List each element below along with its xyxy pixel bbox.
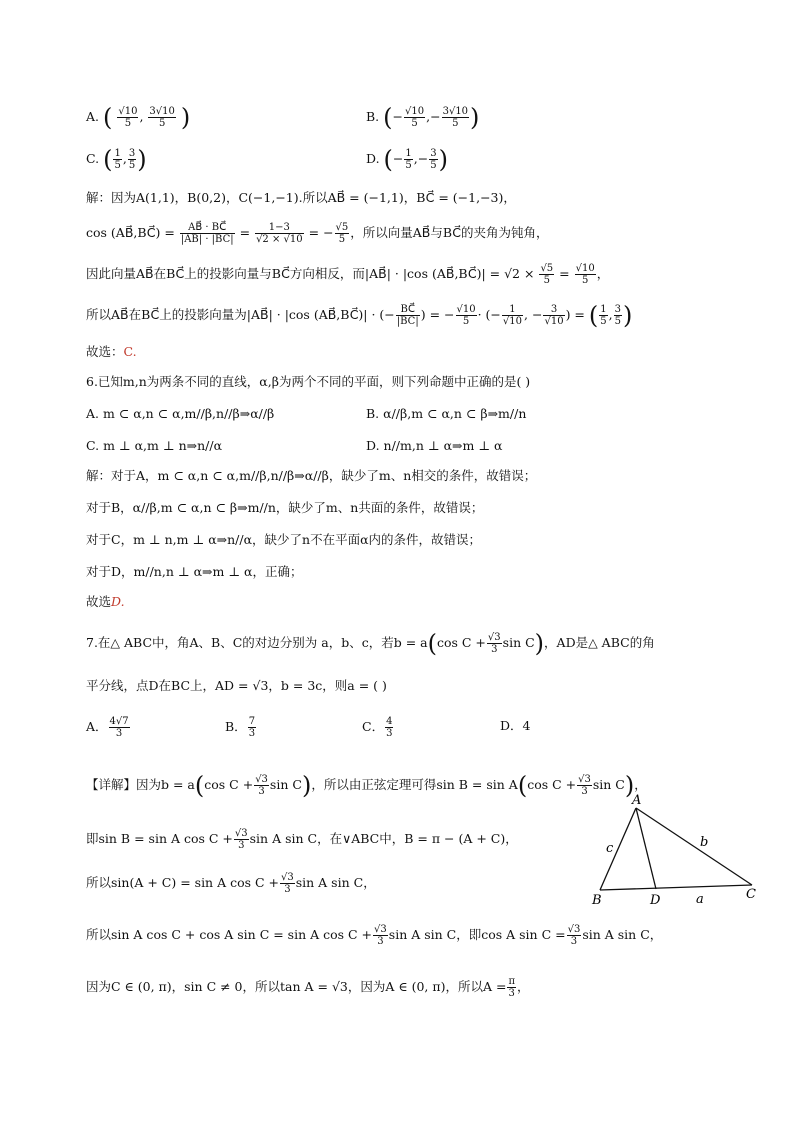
text: 故选 xyxy=(86,594,112,609)
sol5-answer xyxy=(86,342,137,362)
sol6-answer xyxy=(86,592,125,612)
text: ) = − xyxy=(420,307,455,322)
frac: $\frac{1}{5}$ xyxy=(405,148,412,171)
text: 因为C ∈ (0, π)，sin C ≠ 0，所以tan A = √3，因为A ∈ (0, π)，所以A = xyxy=(86,979,507,994)
sol6-line1: 解：对于A，m ⊂ α,n ⊂ α,m//β,n//β⇒α//β，缺少了m、n相交的条件，故错误； xyxy=(86,468,537,483)
frac: $\frac{√10}{5}$ xyxy=(575,263,595,286)
text: sin C xyxy=(592,777,625,792)
paren-open: ( xyxy=(427,629,437,658)
frac: $\frac{3}{√10}$ xyxy=(544,304,564,327)
option-d-q5: D. (− $\frac{1}{5}$ ,− $\frac{3}{5}$ ) xyxy=(366,145,448,174)
paren-close: ) xyxy=(180,103,191,132)
paren-open: ( xyxy=(383,145,393,174)
q7-option-c xyxy=(362,716,394,739)
text: = − xyxy=(308,225,334,240)
q6-stem: 6.已知m,n为两条不同的直线，α,β为两个不同的平面，则下列命题中正确的是( ) xyxy=(86,374,531,389)
option-label: B． xyxy=(225,719,247,734)
side-ac xyxy=(636,808,752,885)
text: ， xyxy=(634,777,647,792)
sol5-line2 xyxy=(86,222,549,245)
text: 即sin B = sin A cos C + xyxy=(86,831,233,846)
frac: $\frac{√3}{3}$ xyxy=(255,774,268,797)
frac: $\frac{3}{5}$ xyxy=(128,148,136,171)
q6-option-a: A. m ⊂ α,n ⊂ α,m//β,n//β⇒α//β xyxy=(86,406,275,421)
paren-open: ( xyxy=(194,771,205,800)
frac: $\frac{1-3}{√2 \times √10}$ xyxy=(256,222,303,245)
frac: $\frac{√10}{5}$ xyxy=(118,106,138,129)
text: = xyxy=(559,266,570,281)
option-c-q5: C. ( $\frac{1}{5}$ , $\frac{3}{5}$ ) xyxy=(86,145,147,174)
text: ) = xyxy=(565,307,585,322)
q7-option-a xyxy=(86,716,131,739)
q6-option-d: D. n//m,n ⊥ α⇒m ⊥ α xyxy=(366,438,503,453)
paren-open: ( xyxy=(383,103,393,132)
sol7-line5 xyxy=(86,976,530,999)
text: , − xyxy=(524,307,543,322)
sol5-line1: 解：因为A(1,1)，B(0,2)，C(−1,−1).所以AB⃗ = (−1,1)，BC⃗ = (−1,−3)， xyxy=(86,190,516,205)
option-label: B. xyxy=(366,109,380,124)
sol6-line3: 对于C，m ⊥ n,m ⊥ α⇒n//α，缺少了n不在平面α内的条件，故错误； xyxy=(86,532,482,547)
text: ，AD是△ ABC的角 xyxy=(544,635,655,650)
paren-open: ( xyxy=(103,145,113,174)
q7-stem-line1 xyxy=(86,629,655,658)
text: 所以sin A cos C + cos A sin C = sin A cos C + xyxy=(86,927,373,942)
sol7-line1 xyxy=(86,771,647,800)
text: sin A sin C， xyxy=(295,875,376,890)
q6-option-c: C. m ⊥ α,m ⊥ n⇒n//α xyxy=(86,438,223,453)
text: cos C + xyxy=(204,777,254,792)
text: sin C xyxy=(502,635,535,650)
text: 7.在△ ABC中，角A、B、C的对边分别为 a，b、c，若b = a xyxy=(86,635,428,650)
option-label: A. xyxy=(86,109,100,124)
frac: $\frac{4√7}{3}$ xyxy=(109,716,129,739)
frac: $\frac{√5}{5}$ xyxy=(335,222,349,245)
frac: $\frac{3}{5}$ xyxy=(430,148,437,171)
frac: $\frac{3}{5}$ xyxy=(614,304,621,327)
text: sin A sin C， xyxy=(582,927,663,942)
paren-close: ) xyxy=(534,629,545,658)
q7-option-b xyxy=(225,716,257,739)
text: 因此向量AB⃗在BC⃗上的投影向量与BC⃗方向相反，而|AB⃗| · |cos (AB⃗,BC⃗)| = √2 × xyxy=(86,266,535,281)
option-label: C． xyxy=(362,719,385,734)
paren-close: ) xyxy=(624,771,635,800)
frac: $\frac{\pi}{3}$ xyxy=(508,976,516,999)
frac: $\frac{√3}{3}$ xyxy=(234,828,248,851)
frac: $\frac{√3}{3}$ xyxy=(567,924,581,947)
q7-option-d: D．4 xyxy=(500,718,531,733)
frac: $\frac{4}{3}$ xyxy=(386,716,393,739)
text: ， xyxy=(517,979,530,994)
frac: $\frac{√3}{3}$ xyxy=(374,924,387,947)
side-a-label: a xyxy=(696,892,704,907)
text: cos C + xyxy=(527,777,577,792)
sol5-line4: 所以AB⃗在BC⃗上的投影向量为|AB⃗| · |cos (AB⃗,BC⃗)| · (− $\frac{BC⃗}{|BC|}$ ) = − $\frac{√10}{5}$ · (− $\frac{1}{√10}$ , − $\frac{3}{√10}$ ) = ( $\frac{1}{5}$ , $\frac{3}{5}$ ) xyxy=(86,301,633,330)
sol6-line2: 对于B，α//β,m ⊂ α,n ⊂ β⇒m//n，缺少了m、n共面的条件，故错误； xyxy=(86,500,484,515)
sol7-line4 xyxy=(86,924,662,947)
text: 【详解】因为b = a xyxy=(86,777,195,792)
paren-close: ) xyxy=(137,145,147,174)
text: 所以AB⃗在BC⃗上的投影向量为|AB⃗| · |cos (AB⃗,BC⃗)| · (− xyxy=(86,307,395,322)
text: sin A sin C，在∨ABC中，B = π − (A + C)， xyxy=(249,831,518,846)
q7-stem-line2: 平分线，点D在BC上，AD = √3，b = 3c，则a = ( ) xyxy=(86,678,387,693)
side-b-label: b xyxy=(700,835,709,850)
text: 故选： xyxy=(86,344,124,359)
option-a-q5: A. ( $\frac{√10}{5}$ , $\frac{3√10}{5}$ ) xyxy=(86,103,191,132)
vertex-a-label: A xyxy=(632,793,642,808)
paren-close: ) xyxy=(438,145,448,174)
side-bc xyxy=(600,885,752,890)
paren-close: ) xyxy=(470,103,480,132)
frac: $\frac{√10}{5}$ xyxy=(405,106,425,129)
sol5-line3 xyxy=(86,263,609,286)
frac: $\frac{√10}{5}$ xyxy=(456,304,476,327)
paren-open: ( xyxy=(517,771,528,800)
text: ， xyxy=(596,266,610,281)
sol7-line3 xyxy=(86,872,376,895)
frac: $\frac{7}{3}$ xyxy=(248,716,256,739)
text: cos (AB⃗,BC⃗) = xyxy=(86,225,175,240)
paren-close: ) xyxy=(622,301,633,330)
text: sin A sin C，即cos A sin C = xyxy=(388,927,566,942)
q6-option-b: B. α//β,m ⊂ α,n ⊂ β⇒m//n xyxy=(366,406,527,421)
frac: $\frac{3√10}{5}$ xyxy=(442,106,469,129)
sol7-line2 xyxy=(86,828,518,851)
frac: $\frac{1}{5}$ xyxy=(114,148,121,171)
frac: $\frac{√3}{3}$ xyxy=(487,632,501,655)
answer-letter: C. xyxy=(123,344,137,359)
frac: $\frac{3√10}{5}$ xyxy=(149,106,175,129)
paren-close: ) xyxy=(301,771,312,800)
frac: $\frac{√5}{5}$ xyxy=(540,263,554,286)
option-label: A． xyxy=(86,719,108,734)
point-d-label: D xyxy=(650,893,661,908)
text: ，所以向量AB⃗与BC⃗的夹角为钝角， xyxy=(350,225,549,240)
vertex-c-label: C xyxy=(746,887,756,902)
text: = xyxy=(239,225,251,240)
sol6-line4: 对于D，m//n,n ⊥ α⇒m ⊥ α，正确； xyxy=(86,564,303,579)
frac: $\frac{BC⃗}{|BC|}$ xyxy=(396,304,419,327)
frac: $\frac{1}{5}$ xyxy=(600,304,607,327)
text: cos C + xyxy=(436,635,486,650)
option-b-q5: B. (− $\frac{√10}{5}$ ,− $\frac{3√10}{5}$ ) xyxy=(366,103,480,132)
triangle-diagram xyxy=(586,790,766,910)
frac: $\frac{1}{√10}$ xyxy=(502,304,523,327)
side-c-label: c xyxy=(606,841,614,856)
text: sin C xyxy=(269,777,302,792)
option-label: D. xyxy=(366,151,380,166)
frac: $\frac{√3}{3}$ xyxy=(281,872,294,895)
paren-open: ( xyxy=(103,103,113,132)
segment-ad xyxy=(636,808,656,889)
paren-open: ( xyxy=(588,301,599,330)
text: ，所以由正弦定理可得sin B = sin A xyxy=(311,777,518,792)
answer-letter: D. xyxy=(111,594,125,609)
frac: $\frac{√3}{3}$ xyxy=(578,774,591,797)
text: 所以sin(A + C) = sin A cos C + xyxy=(86,875,280,890)
vertex-b-label: B xyxy=(592,893,602,908)
frac: $\frac{AB⃗ \cdot BC⃗}{|AB| \cdot |BC|}$ xyxy=(180,222,234,245)
option-label: C. xyxy=(86,151,100,166)
text: · (− xyxy=(477,307,501,322)
